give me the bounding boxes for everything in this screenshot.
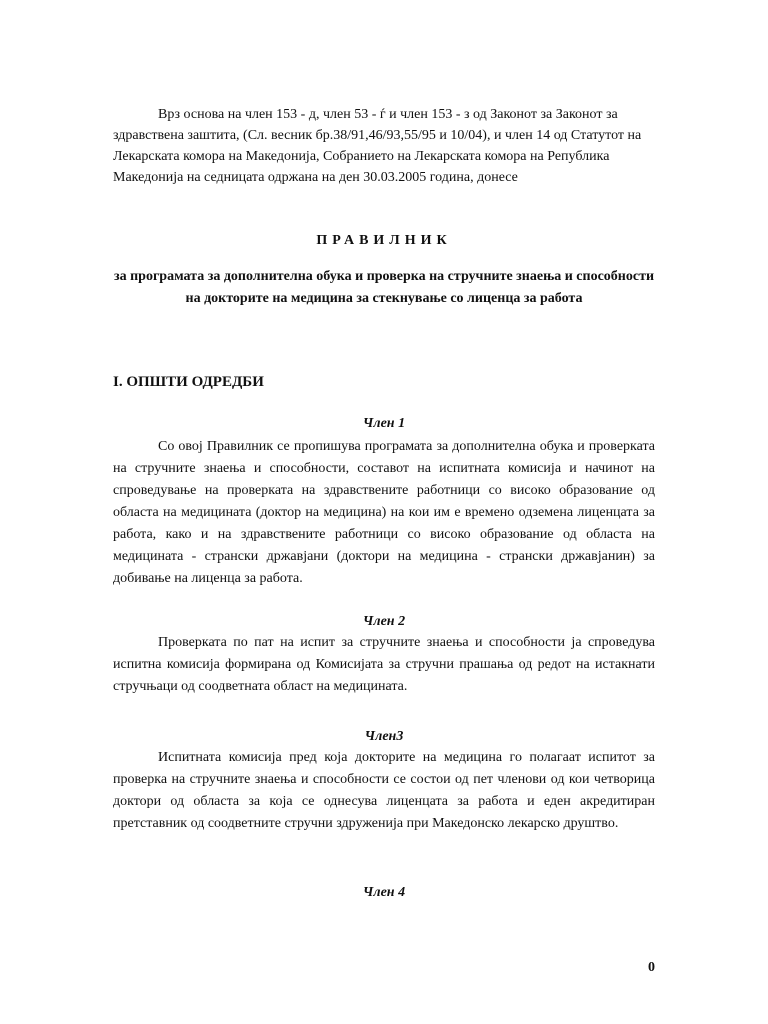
article-3-text: Испитната комисија пред која докторите на медицина го полагаат испитот за проверка на стручните знаења и способности се состои од пет членови од кои четворица доктори од областа за која се однесува лиценцата за работа и еден акредитиран претставник од соодветните стручни здруженија при Македонско лекарско друштво. — [113, 750, 655, 831]
article-4-title: Член 4 — [362, 885, 406, 900]
article-2-body — [113, 632, 655, 698]
article-2-text: Проверката по пат на испит за стручните знаења и способности ја спроведува испитна комисија формирана од Комисијата за стручни прашања од редот на истакнати стручњаци од соодветната област на медицината. — [113, 635, 655, 694]
article-1-body — [113, 436, 655, 590]
article-1-title: Член 1 — [362, 416, 406, 431]
document-title: ПРАВИЛНИК — [316, 233, 452, 248]
intro-text: Врз основа на член 153 - д, член 53 - ѓ и член 153 - з од Законот за Законот за здравствена заштита, (Сл. весник бр.38/91,46/93,55/95 и 10/04), и член 14 од Статутот на Лекарската комора на Македонија, Собранието на Лекарската комора на Република Македонија на седницата одржана на ден 30.03.2005 година, донесе — [113, 107, 642, 185]
page-number: 0 — [648, 960, 655, 975]
article-2-title: Член 2 — [362, 614, 406, 629]
intro-paragraph — [113, 104, 655, 188]
section-heading: I. ОПШТИ ОДРЕДБИ — [113, 374, 264, 390]
article-3-title: Член3 — [364, 729, 404, 744]
document-subtitle: за програмата за дополнителна обука и проверка на стручните знаења и способности на докторите на медицина за стекнување со лиценца за работа — [113, 269, 655, 306]
article-1-text: Со овој Правилник се пропишува програмата за дополнителна обука и проверката на стручните знаења и способности, составот на испитната комисија и начинот на спроведување на проверката на здравствените работници со високо образование од областа на медицината (доктор на медицина) на кои им е времено одземена лиценцата за работа, како и на здравствените работници со високо образование од областа на медицината - странски државјани (доктори на медицина - странски државјанин) за добивање на лиценца за работа. — [113, 439, 655, 586]
article-3-body — [113, 747, 655, 835]
